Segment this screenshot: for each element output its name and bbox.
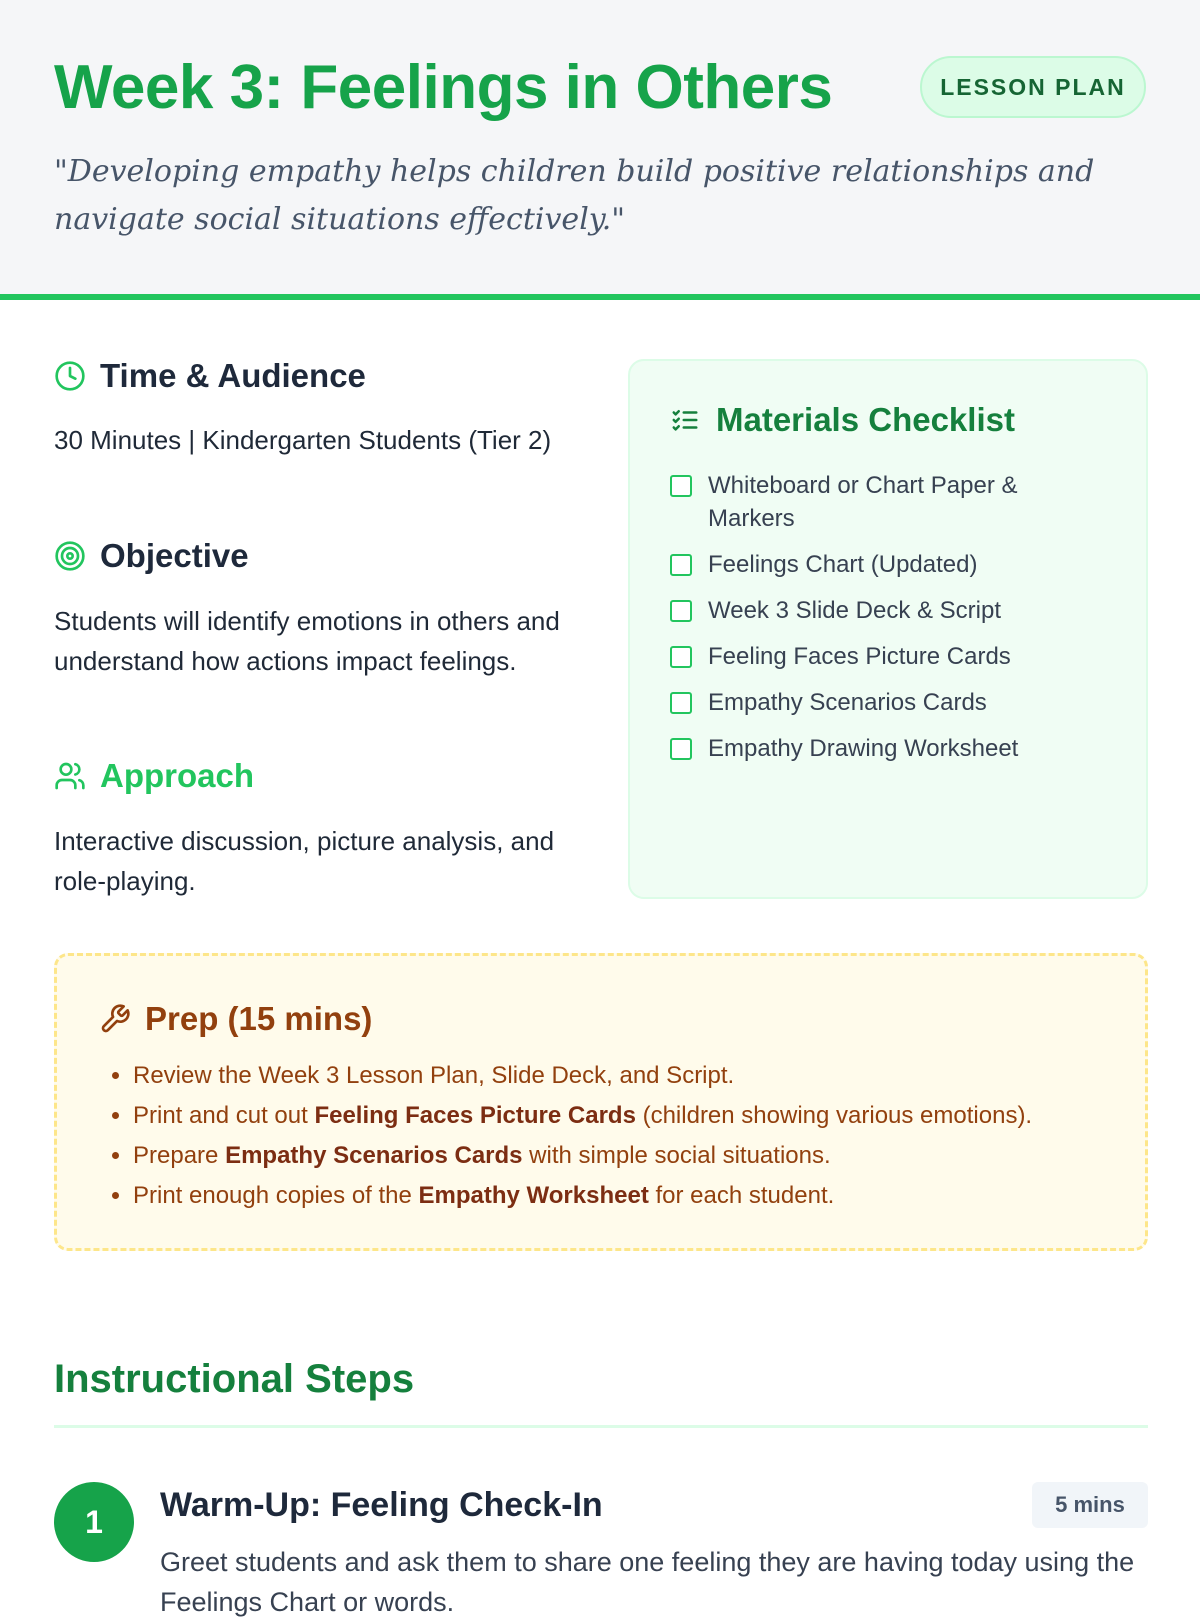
section-divider xyxy=(54,1425,1148,1428)
header-quote: "Developing empathy helps children build positive relationships and navigate social situations effectively." xyxy=(54,154,1095,237)
checklist-item-label: Empathy Scenarios Cards xyxy=(708,689,987,716)
prep-item-text: (children showing various emotions). xyxy=(635,1102,1033,1129)
prep-item-text: Review the Week 3 Lesson Plan, Slide Deck, and Script. xyxy=(133,1062,735,1089)
prep-list xyxy=(133,1056,1113,1216)
prep-item xyxy=(133,1096,1113,1136)
checkbox[interactable] xyxy=(670,738,692,760)
materials-list xyxy=(670,469,1110,778)
prep-item-text: with simple social situations. xyxy=(522,1142,831,1169)
step-title: Warm-Up: Feeling Check-In xyxy=(160,1486,603,1524)
step-number-badge: 1 xyxy=(54,1482,134,1562)
instructional-steps-heading: Instructional Steps xyxy=(54,1357,415,1401)
checklist-item-label: Feeling Faces Picture Cards xyxy=(708,643,1011,670)
time-audience-text: 30 Minutes | Kindergarten Students (Tier 2) xyxy=(54,425,552,455)
objective-heading-text: Objective xyxy=(100,537,249,574)
prep-heading-text: Prep (15 mins) xyxy=(145,1000,373,1037)
prep-item-bold: Empathy Scenarios Cards xyxy=(225,1142,523,1169)
prep-item-text: for each student. xyxy=(648,1182,835,1209)
checkbox[interactable] xyxy=(670,646,692,668)
time-audience-heading-text: Time & Audience xyxy=(100,357,366,394)
checkbox[interactable] xyxy=(670,475,692,497)
clock-icon xyxy=(54,360,86,392)
objective-heading xyxy=(54,537,249,575)
materials-heading-text: Materials Checklist xyxy=(716,401,1015,438)
materials-heading xyxy=(670,401,1015,439)
users-icon xyxy=(54,760,86,792)
prep-heading xyxy=(99,1000,372,1038)
lesson-header xyxy=(0,0,1200,300)
checklist-item[interactable] xyxy=(670,594,1110,627)
prep-item-text: Print enough copies of the xyxy=(133,1182,419,1209)
checklist-item-label: Whiteboard or Chart Paper & Markers xyxy=(708,472,1018,532)
checklist-item[interactable] xyxy=(670,469,1110,535)
wrench-icon xyxy=(99,1003,131,1035)
checkbox[interactable] xyxy=(670,692,692,714)
checklist-item[interactable] xyxy=(670,732,1110,765)
prep-item-text: Print and cut out xyxy=(133,1102,315,1129)
prep-item xyxy=(133,1056,1113,1096)
step-description: Greet students and ask them to share one feeling they are having today using the Feelings Chart or words. xyxy=(160,1547,1135,1617)
step-duration-badge: 5 mins xyxy=(1032,1482,1148,1528)
objective-text: Students will identify emotions in others and understand how actions impact feelings. xyxy=(54,606,560,676)
prep-item-bold: Feeling Faces Picture Cards xyxy=(314,1102,636,1129)
prep-item xyxy=(133,1176,1113,1216)
target-icon xyxy=(54,540,86,572)
checklist-item[interactable] xyxy=(670,548,1110,581)
checklist-item-label: Empathy Drawing Worksheet xyxy=(708,735,1019,762)
list-checks-icon xyxy=(670,405,700,435)
time-audience-heading xyxy=(54,357,366,395)
checklist-item[interactable] xyxy=(670,686,1110,719)
prep-box xyxy=(54,953,1148,1251)
page-title: Week 3: Feelings in Others xyxy=(54,53,833,122)
approach-heading xyxy=(54,757,254,795)
prep-item-text: Prepare xyxy=(133,1142,226,1169)
lesson-plan-badge: LESSON PLAN xyxy=(920,56,1146,118)
checkbox[interactable] xyxy=(670,600,692,622)
checklist-item-label: Week 3 Slide Deck & Script xyxy=(708,597,1002,624)
approach-heading-text: Approach xyxy=(100,757,255,794)
checkbox[interactable] xyxy=(670,554,692,576)
approach-text: Interactive discussion, picture analysis, and role-playing. xyxy=(54,826,555,896)
checklist-item-label: Feelings Chart (Updated) xyxy=(708,551,978,578)
prep-item xyxy=(133,1136,1113,1176)
prep-item-bold: Empathy Worksheet xyxy=(418,1182,649,1209)
materials-checklist-card xyxy=(628,359,1148,899)
checklist-item[interactable] xyxy=(670,640,1110,673)
